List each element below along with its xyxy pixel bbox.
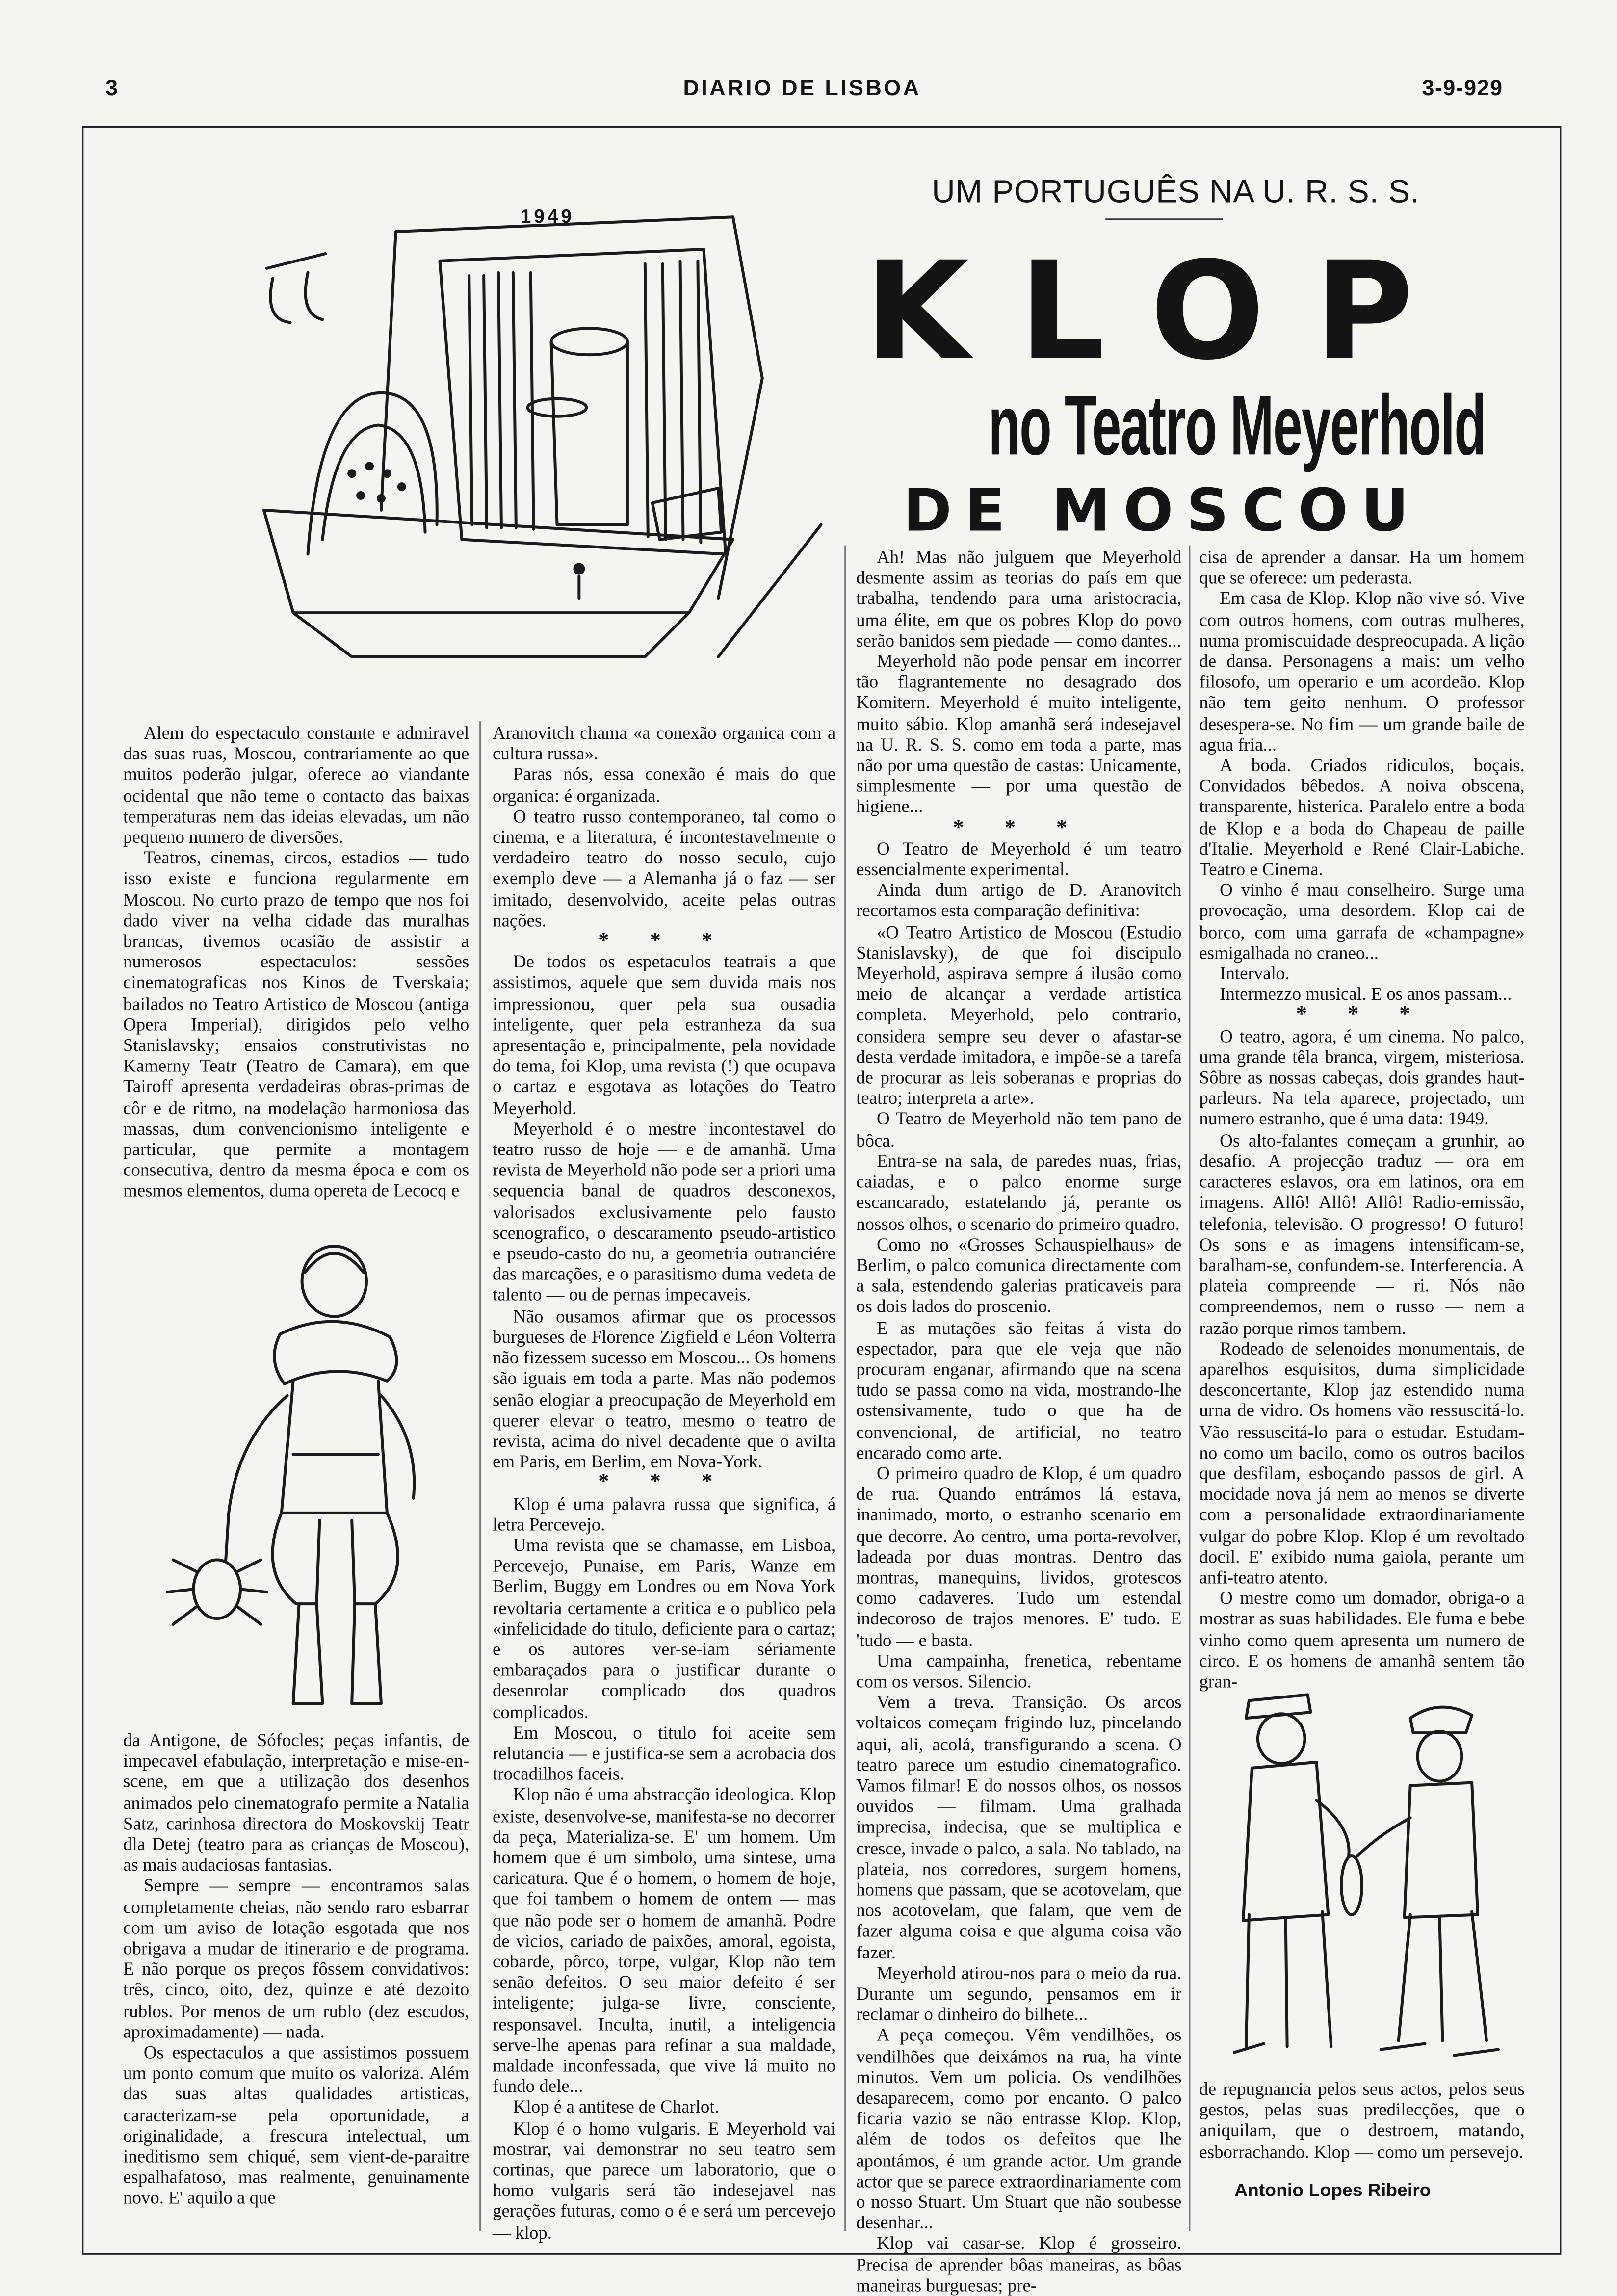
paragraph: O teatro russo contemporaneo, tal como o cinema, e a literatura, é incontestavelmente o verdadeiro teatro do nosso seculo, cujo exemplo deve — a Alemanha já o faz — ser imitado, desenvolvido, aceite pelas outras nações. bbox=[493, 806, 836, 931]
column-1-top bbox=[123, 723, 469, 1211]
paragraph: Uma revista que se chamasse, em Lisboa, Percevejo, Punaise, em Paris, Wanze em Berlim, Buggy em Londres ou em Nova York revoltaria certamente a critica e o publico pela «infelicidade do titulo, deficiente para o cartaz; e os autores ver-se-iam sériamente embaraçados para o justificar durante o desenrolar complicado dos quadros complicados. bbox=[493, 1535, 836, 1722]
section-separator: * * * bbox=[953, 816, 1085, 840]
column-divider bbox=[479, 721, 481, 2231]
column-3 bbox=[856, 547, 1182, 2296]
paragraph: Klop não é uma abstracção ideologica. Klop existe, desenvolve-se, manifesta-se no decorrer da peça, Materializa-se. E' um homem. Um homem que é um simbolo, uma sintese, uma caricatura. Que é o homem, o homem de hoje, que foi tambem o homem de ontem — mas que não pode ser o homem de amanhã. Podre de vicios, cariado de paixões, amoral, egoista, cobarde, pôrco, torpe, vulgar, Klop não tem senão defeitos. O seu maior defeito é ser inteligente; julga-se livre, consciente, responsavel. Inculta, inutil, a inteligencia serve-lhe apenas para refinar a sua maldade, maldade inconfessada, que vive lá muito no fundo dele... bbox=[493, 1784, 836, 2097]
paragraph: da Antigone, de Sófocles; peças infantis, de impecavel efabulação, interpretação e mise-en-scene, em que a utilização dos desenhos animados pelo cinematografo permite a Natalia Satz, carinhosa directora do Moskovskij Teatr dla Detej (teatro para as crianças de Moscou), as mais audaciosas fantasias. bbox=[123, 1730, 469, 1876]
paragraph: Os alto-falantes começam a grunhir, ao desafio. A projecção traduz — ora em caracteres eslavos, ora em latinos, ora em imagens. Allô! Allô! Allô! Radio-emissão, telefonia, televisão. O progresso! O futuro! Os sons e as imagens intensificam-se, baralham-se, confundem-se. Interferencia. A plateia compreende — ri. Nós não compreendemos, nem o russo — nem a razão porque rimos tambem. bbox=[1199, 1129, 1525, 1338]
paragraph: Klop é uma palavra russa que significa, á letra Percevejo. bbox=[493, 1493, 836, 1535]
section-separator: * * * bbox=[598, 929, 730, 953]
paragraph: O teatro, agora, é um cinema. No palco, uma grande têla branca, virgem, misteriosa. Sôbre as nossas cabeças, dois grandes haut-parleurs. Na tela aparece, projectado, um numero estranho, que é uma data: 1949. bbox=[1199, 1025, 1525, 1130]
column-4-bottom bbox=[1199, 2079, 1524, 2178]
newspaper-name: DIARIO DE LISBOA bbox=[683, 76, 921, 102]
paragraph: Sempre — sempre — encontramos salas completamente cheias, não sendo raro esbarrar com um aviso de lotação esgotada que nos obrigava a mudar de itinerario e de programa. E não porque os preços fôssem convidativos: três, cinco, oito, dez, quinze e até dezoito rublos. Por menos de um rublo (dez escudos, aproximadamente) — nada. bbox=[123, 1876, 469, 2042]
paragraph: Meyerhold é o mestre incontestavel do teatro russo de hoje — e de amanhã. Uma revista de Meyerhold não pode ser a priori uma sequencia banal de quadros desconexos, valorisados exclusivamente pelo fausto scenografico, o descaramento pseudo-artistico e pseudo-casto do nu, a geometria outranciére das marcações, e o parasitismo duma vedeta de talento — ou de pernas impecaveis. bbox=[493, 1118, 836, 1305]
paragraph: Intervalo. bbox=[1220, 963, 1290, 984]
two-men-illustration bbox=[1205, 1666, 1527, 2073]
paragraph: Klop é a antitese de Charlot. bbox=[513, 2097, 719, 2118]
paragraph: Em Moscou, o titulo foi aceite sem relutancia — e justifica-se sem a acrobacia dos trocadilhos faceis. bbox=[493, 1722, 836, 1785]
headline-kicker: UM PORTUGUÊS NA U. R. S. S. bbox=[932, 173, 1420, 210]
paragraph: E as mutações são feitas á vista do espectador, para que ele veja que não procuram enganar, afirmando que na scena tudo se passa como na vida, mostrando-lhe ostensivamente, tudo o que ha de convencional, de artificial, no teatro encarado como arte. bbox=[856, 1317, 1182, 1463]
paragraph: cisa de aprender a dansar. Ha um homem que se oferece: um pederasta. bbox=[1199, 547, 1525, 588]
figure-with-bug-illustration bbox=[141, 1220, 472, 1725]
paragraph: Paras nós, essa conexão é mais do que organica: é organizada. bbox=[493, 764, 836, 806]
section-separator: * * * bbox=[598, 1471, 730, 1494]
paragraph: Rodeado de selenoides monumentais, de aparelhos esquisitos, duma simplicidade desconcertante, Klop jaz estendido numa urna de vidro. Os homens vão ressuscitá-lo. Vão ressuscitá-lo para o estudar. Estudam-no como um bacilo, como os outros bacilos que desfilam, esboçando passos de girl. A mocidade nova já nem ao menos se diverte com a personalidade extraordinariamente vulgar do pobre Klop. Klop é um revoltado docil. E' exibido numa gaiola, perante um anfi-teatro atento. bbox=[1199, 1338, 1525, 1588]
section-separator: * * * bbox=[1296, 1003, 1428, 1027]
stage-illustration bbox=[205, 173, 835, 716]
paragraph: Em casa de Klop. Klop não vive só. Vive com outros homens, com outras mulheres, numa promiscuidade despreocupada. A lição de dansa. Personagens a mais: um velho filosofo, um operario e um acordeão. Klop não tem geito nenhum. O professor desespera-se. No fim — um grande baile de agua fria... bbox=[1199, 588, 1525, 755]
paragraph: O Teatro de Meyerhold não tem pano de bôca. bbox=[856, 1109, 1182, 1150]
paragraph: Uma campainha, frenetica, rebentame com os versos. Silencio. bbox=[856, 1650, 1182, 1692]
paragraph: A peça começou. Vêm vendilhões, os vendilhões que deixámos na rua, ha vinte minutos. Vem um policia. Os vendilhões desaparecem, como por encanto. O palco ficaria vazio se não entrasse Klop. Klop, além de todos os defeitos que lhe apontámos, é um grande actor. Um grande actor que se parece extraordinariamente com o nosso Stuart. Um Stuart que não soubesse desenhar... bbox=[856, 2025, 1182, 2233]
paragraph: «O Teatro Artistico de Moscou (Estudio Stanislavsky), de que foi discipulo Meyerhold, aspirava sempre á ilusão como meio de alcançar a verdade artistica completa. Meyerhold, pelo contrario, considera sempre seu dever o afastar-se desta verdade imitadora, e impõe-se a tarefa de procurar as leis soberanas e proprias do teatro; interpreta a arte». bbox=[856, 921, 1182, 1109]
column-2 bbox=[493, 723, 836, 2243]
paragraph: Meyerhold atirou-nos para o meio da rua. Durante um segundo, pensamos em ir reclamar o dinheiro do bilhete... bbox=[856, 1962, 1182, 2025]
paragraph: O Teatro de Meyerhold é um teatro essencialmente experimental. bbox=[856, 838, 1182, 880]
paragraph: Não ousamos afirmar que os processos burgueses de Florence Zigfield e Léon Volterra não fizessem sucesso em Moscou... Os homens são iguais em toda a parte. Mas não podemos senão elogiar a preocupação de Meyerhold em querer elevar o teatro, mesmo o teatro de revista, acima do nivel decadente que o avilta em Paris, em Berlim, em Nova-York. bbox=[493, 1305, 836, 1472]
paragraph: A boda. Criados ridiculos, boçais. Convidados bêbedos. A noiva obscena, transparente, histerica. Paralelo entre a boda de Klop e a boda do Chapeau de paille d'Italie. Meyerhold e René Clair-Labiche. Teatro e Cinema. bbox=[1199, 755, 1525, 880]
paragraph: O vinho é mau conselheiro. Surge uma provocação, uma desordem. Klop cai de borco, com uma garrafa de «champagne» esmigalhada no craneo... bbox=[1199, 880, 1525, 963]
issue-date: 3-9-929 bbox=[1422, 76, 1503, 102]
headline-subtitle: no Teatro Meyerhold bbox=[988, 378, 1486, 474]
column-1-bottom bbox=[123, 1730, 469, 2222]
author-signature: Antonio Lopes Ribeiro bbox=[1234, 2180, 1431, 2201]
stage-year-label: 1949 bbox=[520, 205, 575, 228]
paragraph: Intermezzo musical. E os anos passam... bbox=[1220, 984, 1512, 1005]
paragraph: Klop é o homo vulgaris. E Meyerhold vai mostrar, vai demonstrar no seu teatro sem cortinas, que parece um laboratorio, que o homo vulgaris será tão indesejavel nas gerações futuras, como o é e será um percevejo — klop. bbox=[493, 2117, 836, 2243]
paragraph: Ainda dum artigo de D. Aranovitch recortamos esta comparação definitiva: bbox=[856, 880, 1182, 921]
paragraph: Vem a treva. Transição. Os arcos voltaicos começam frigindo luz, pincelando aqui, ali, acolá, transfigurando a scena. O teatro parece um estudio cinematografico. Vamos filmar! E do nossos olhos, os nossos ouvidos — filmam. Uma gralhada imprecisa, indecisa, que se multiplica e cresce, invade o palco, a sala. No tablado, na plateia, nos corredores, surgem homens, homens que passam, que se acotovelam, que nos acotovelam, que falam, que vem de fazer alguma coisa e que alguma coisa vão fazer. bbox=[856, 1692, 1182, 1963]
page-number: 3 bbox=[105, 76, 119, 102]
paragraph: Alem do espectaculo constante e admiravel das suas ruas, Moscou, contrariamente ao que muitos poderão julgar, oferece ao viandante ocidental que não teme o contacto das baixas temperaturas nem das ideias elevadas, um não pequeno numero de diversões. bbox=[123, 723, 469, 848]
paragraph: Klop vai casar-se. Klop é grosseiro. Precisa de aprender bôas maneiras, as bôas maneiras burguesas; pre- bbox=[856, 2233, 1182, 2296]
paragraph: Ah! Mas não julguem que Meyerhold desmente assim as teorias do país em que trabalha, tendendo para uma aristocracia, uma élite, em que os pobres Klop do povo serão banidos sem piedade — como dantes... bbox=[856, 547, 1182, 651]
paragraph: de repugnancia pelos seus actos, pelos seus gestos, pelas suas predilecções, que o aniquilam, que o destroem, matando, esborrachando. Klop — como um persevejo. bbox=[1199, 2079, 1525, 2162]
column-4-top bbox=[1199, 547, 1525, 1692]
headline-place: DE MOSCOU bbox=[903, 478, 1422, 546]
column-divider bbox=[1189, 546, 1190, 2231]
paragraph: Meyerhold não pode pensar em incorrer tão flagrantemente no desagrado dos Komitern. Meyerhold é muito inteligente, muito sábio. Klop amanhã será indesejavel na U. R. S. S. como em toda a parte, mas não por uma questão de castas: Unicamente, simplesmente — por uma questão de higiene... bbox=[856, 651, 1182, 817]
paragraph: Entra-se na sala, de paredes nuas, frias, caiadas, e o palco enorme surge escancarado, estatelando já, perante os nossos olhos, o scenario do primeiro quadro. bbox=[856, 1150, 1182, 1234]
kicker-divider bbox=[1105, 218, 1223, 220]
paragraph: O primeiro quadro de Klop, é um quadro de rua. Quando entrámos lá estava, inanimado, morto, o estranho scenario em que decorre. Ao centro, uma porta-revolver, ladeada por duas montras. Dentro das montras, manequins, lividos, grotescos como cadaveres. Tudo um estendal indecoroso de trajos menores. E' tudo. E 'tudo — e basta. bbox=[856, 1463, 1182, 1650]
column-divider bbox=[844, 546, 846, 2231]
paragraph: Aranovitch chama «a conexão organica com a cultura russa». bbox=[493, 723, 836, 764]
paragraph: Os espectaculos a que assistimos possuem um ponto comum que muito os valoriza. Além das suas altas qualidades artisticas, caracterizam-se pela oportunidade, a originalidade, a frescura intelectual, um ineditismo sem chiqué, sem vient-de-paraitre espalhafatoso, mas realmente, genuinamente novo. E' aquilo a que bbox=[123, 2042, 469, 2209]
paragraph: De todos os espetaculos teatrais a que assistimos, aquele que sem duvida mais nos impressionou, quer pela sua ousadia inteligente, quer pela estranheza da sua apresentação e, principalmente, pela novidade do tema, foi Klop, uma revista (!) que ocupava o cartaz e esgotava as lotações do Teatro Meyerhold. bbox=[493, 952, 836, 1118]
headline-title: KLOP bbox=[864, 233, 1463, 390]
paragraph: Como no «Grosses Schauspielhaus» de Berlim, o palco comunica directamente com a sala, estendendo galerias praticaveis para os dois lados do proscenio. bbox=[856, 1234, 1182, 1317]
paragraph: Teatros, cinemas, circos, estadios — tudo isso existe e funciona regularmente em Moscou. No curto prazo de tempo que nos foi dado viver na velha cidade das muralhas brancas, tivemos ocasião de assistir a numerosos espectaculos: sessões cinematograficas nos Kinos de Tverskaia; bailados no Teatro Artistico de Moscou (antiga Opera Imperial), dirigidos pelo velho Stanislavsky; ensaios construtivistas no Kamerny Teatr (Teatro de Camara), em que Tairoff apresenta verdadeiras obras-primas de côr e de ritmo, na modelação harmoniosa das massas, dum convencionismo inteligente e particular, que permite a montagem consecutiva, dentro da mesma época e com os mesmos elementos, duma opereta de Lecocq e bbox=[123, 847, 469, 1201]
paragraph: O mestre como um domador, obriga-o a mostrar as suas habilidades. Ele fuma e bebe vinho como quem apresenta um numero de circo. E os homens de amanhã sentem tão gran- bbox=[1199, 1588, 1525, 1692]
